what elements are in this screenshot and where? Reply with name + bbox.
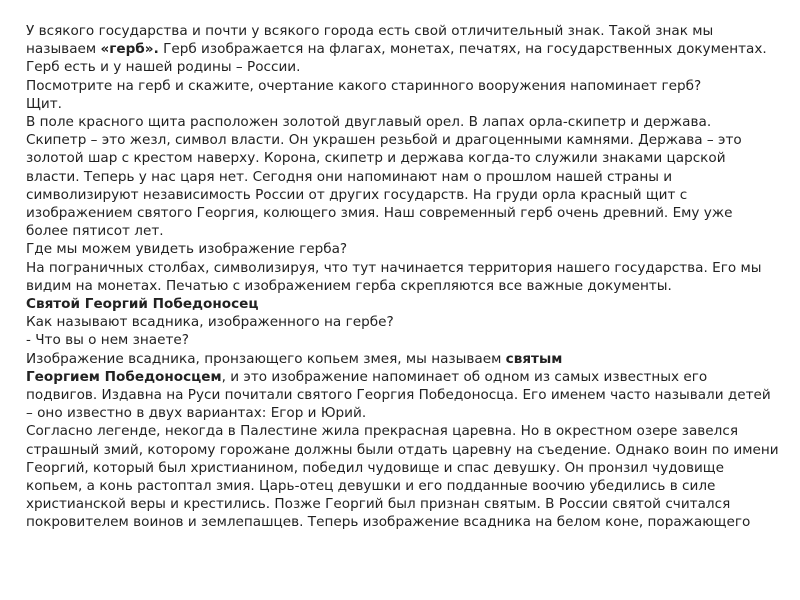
bold-term: Георгием Победоносцем — [26, 368, 222, 385]
text-line: Изображение всадника, пронзающего копьем змея, мы называем святым — [26, 350, 563, 367]
text-line: Георгий, который был христианином, победил чудовище и спас девушку. Он пронзил чудовище — [26, 459, 724, 476]
text-line: - Что вы о нем знаете? — [26, 332, 189, 349]
text-line: подвигов. Издавна на Руси почитали святого Георгия Победоносца. Его именем часто называли детей — [26, 387, 771, 404]
bold-term: «герб». — [100, 41, 159, 58]
text-line: Скипетр – это жезл, символ власти. Он украшен резьбой и драгоценными камнями. Держава – это — [26, 132, 742, 149]
text-line: власти. Теперь у нас царя нет. Сегодня они напоминают нам о прошлом нашей страны и — [26, 168, 673, 185]
text-line: христианской веры и крестились. Позже Георгий был признан святым. В России святой считался — [26, 496, 731, 513]
section-heading — [26, 295, 778, 313]
text-line: называем «герб». Герб изображается на флагах, монетах, печатях, на государственных документах. — [26, 41, 767, 58]
text-line: На пограничных столбах, символизируя, что тут начинается территория нашего государства. Его мы — [26, 259, 762, 276]
text-line: золотой шар с крестом наверху. Корона, скипетр и держава когда-то служили знаками царской — [26, 150, 726, 167]
text-line: Где мы можем увидеть изображение герба? — [26, 241, 348, 258]
text-line: Георгием Победоносцем, и это изображение напоминает об одном из самых известных его — [26, 368, 708, 385]
text-line: Посмотрите на герб и скажите, очертание какого старинного вооружения напоминает герб? — [26, 77, 702, 94]
text-line: Щит. — [26, 95, 62, 112]
text-line: Как называют всадника, изображенного на гербе? — [26, 314, 394, 331]
text-line: покровителем воинов и землепашцев. Теперь изображение всадника на белом коне, поражающего — [26, 514, 751, 531]
text-line: В поле красного щита расположен золотой двуглавый орел. В лапах орла-скипетр и держава. — [26, 114, 712, 131]
bold-heading: Святой Георгий Победоносец — [26, 296, 259, 313]
text-line: символизируют независимость России от других государств. На груди орла красный щит с — [26, 186, 688, 203]
text-line: копьем, а конь растоптал змия. Царь-отец девушки и его подданные воочию убедились в силе — [26, 478, 716, 495]
text-line: изображением святого Георгия, колющего змия. Наш современный герб очень древний. Ему уже — [26, 205, 733, 222]
text-line: более пятисот лет. — [26, 223, 164, 240]
text-line: Согласно легенде, некогда в Палестине жила прекрасная царевна. Но в окрестном озере завелся — [26, 423, 739, 440]
text-line: – оно известно в двух вариантах: Егор и Юрий. — [26, 405, 367, 422]
text-line: видим на монетах. Печатью с изображением герба скрепляются все важные документы. — [26, 277, 672, 294]
bold-term: святым — [505, 350, 563, 367]
text-line: У всякого государства и почти у всякого города есть свой отличительный знак. Такой знак мы — [26, 23, 714, 39]
text-line: страшный змий, которому горожане должны были отдать царевну на съедение. Однако воин по имени — [26, 441, 779, 458]
text-line: Герб есть и у нашей родины – России. — [26, 59, 301, 76]
document-body — [26, 22, 778, 532]
